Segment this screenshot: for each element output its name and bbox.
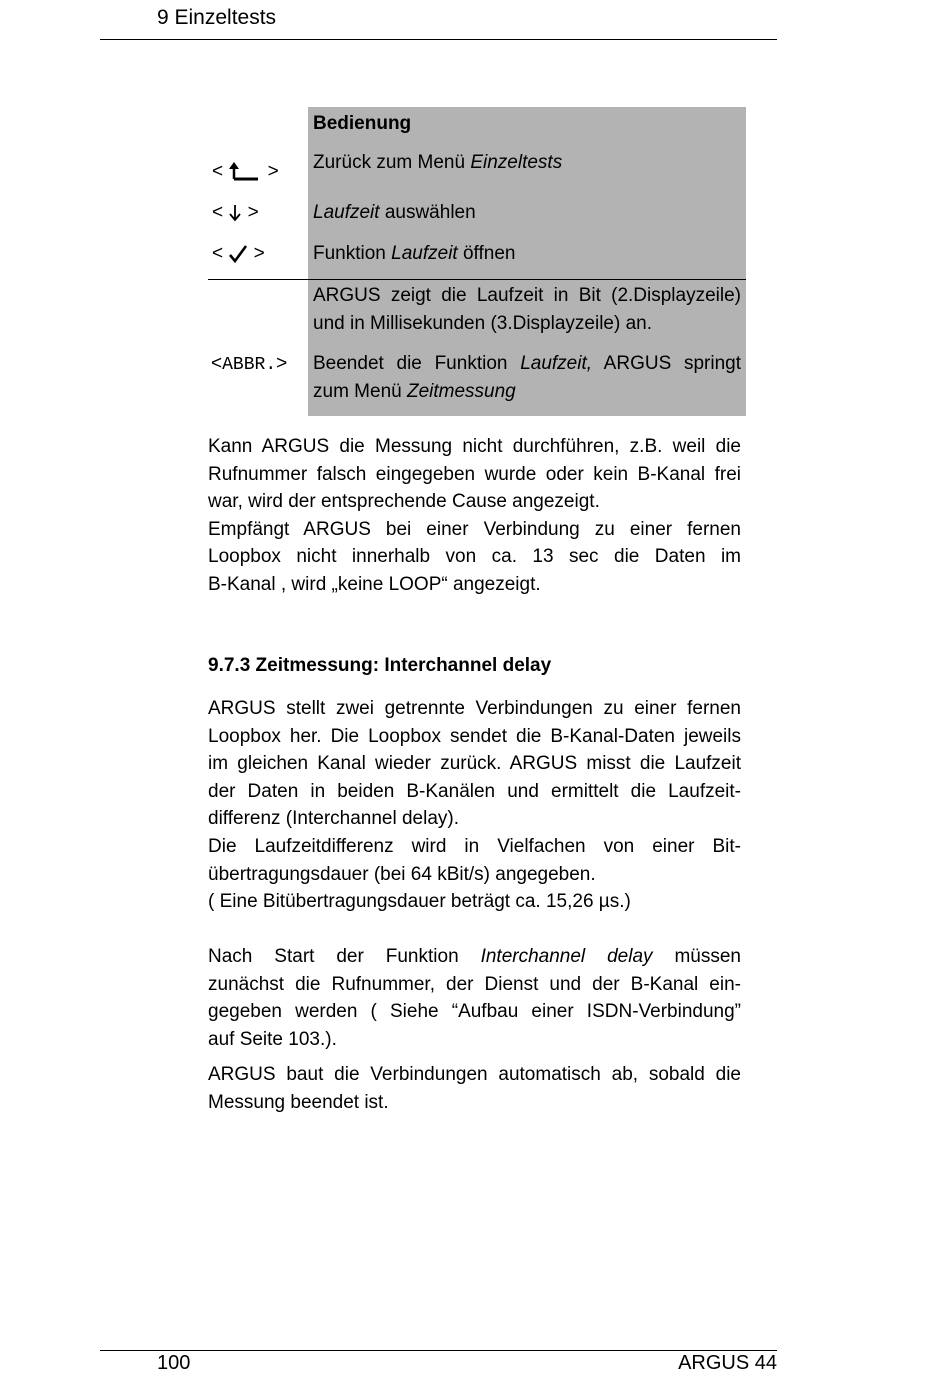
footer-product-name: ARGUS 44: [678, 1352, 777, 1374]
operation-divider: [208, 279, 746, 280]
key-abbr: <ABBR.>: [211, 353, 288, 375]
page-header-title: 9 Einzeltests: [157, 6, 277, 29]
return-arrow-icon: [228, 161, 267, 182]
abbr-description: Beendet die Funktion Laufzeit, ARGUS springt zum Menü Zeitmessung: [313, 353, 742, 402]
display-description: ARGUS zeigt die Laufzeit in Bit (2.Displayzeile) und in Millisekunden (3.Displayzeile) an.: [313, 285, 741, 334]
paragraph-auto-disconnect: ARGUS baut die Verbindungen automatisch ab, sobald die Messung beendet ist.: [208, 1064, 741, 1113]
operation-heading: Bedienung: [313, 113, 412, 134]
key-ok: < >: [212, 243, 265, 264]
key-return: < >: [212, 161, 279, 182]
footer-rule: [100, 1350, 777, 1351]
paragraph-function-start: Nach Start der Funktion Interchannel delay müssen zunächst die Rufnummer, der Dienst und der B-Kanal ein- gegeben werden ( Siehe “Aufbau einer ISDN-Verbindung” auf Seite 103.).: [208, 946, 741, 1050]
paragraph-interchannel-description: ARGUS stellt zwei getrennte Verbindungen zu einer fernen Loopbox her. Die Loopbox sendet die B-Kanal-Daten jeweils im gleichen Kanal wieder zurück. ARGUS misst die Laufzeit der Daten in beiden B-Kanälen und ermittelt die Laufzeit- differenz (Interchannel delay). Die Laufzeitdifferenz wird in Vielfachen von einer Bit- übertragungsdauer (bei 64 kBit/s) angegeben. ( Eine Bitübertragungsdauer beträgt ca. 15,26 µs.): [208, 698, 741, 913]
key-down: < >: [212, 202, 259, 223]
operation-row-2-text: Laufzeit auswählen: [313, 202, 476, 223]
header-rule: [100, 39, 777, 40]
section-heading: 9.7.3 Zeitmessung: Interchannel delay: [208, 655, 552, 676]
operation-row-1-text: Zurück zum Menü Einzeltests: [313, 152, 563, 173]
operation-row-3-text: Funktion Laufzeit öffnen: [313, 243, 516, 264]
page-number: 100: [157, 1352, 191, 1374]
down-arrow-icon: [228, 202, 247, 223]
paragraph-measurement-failure: Kann ARGUS die Messung nicht durchführen, z.B. weil die Rufnummer falsch eingegeben wurde oder kein B-Kanal frei war, wird der entsprechende Cause angezeigt. Empfängt ARGUS bei einer Verbindung zu einer fernen Loopbox nicht innerhalb von ca. 13 sec die Daten im B-Kanal , wird „keine LOOP“ angezeigt.: [208, 436, 741, 595]
check-icon: [228, 243, 253, 264]
